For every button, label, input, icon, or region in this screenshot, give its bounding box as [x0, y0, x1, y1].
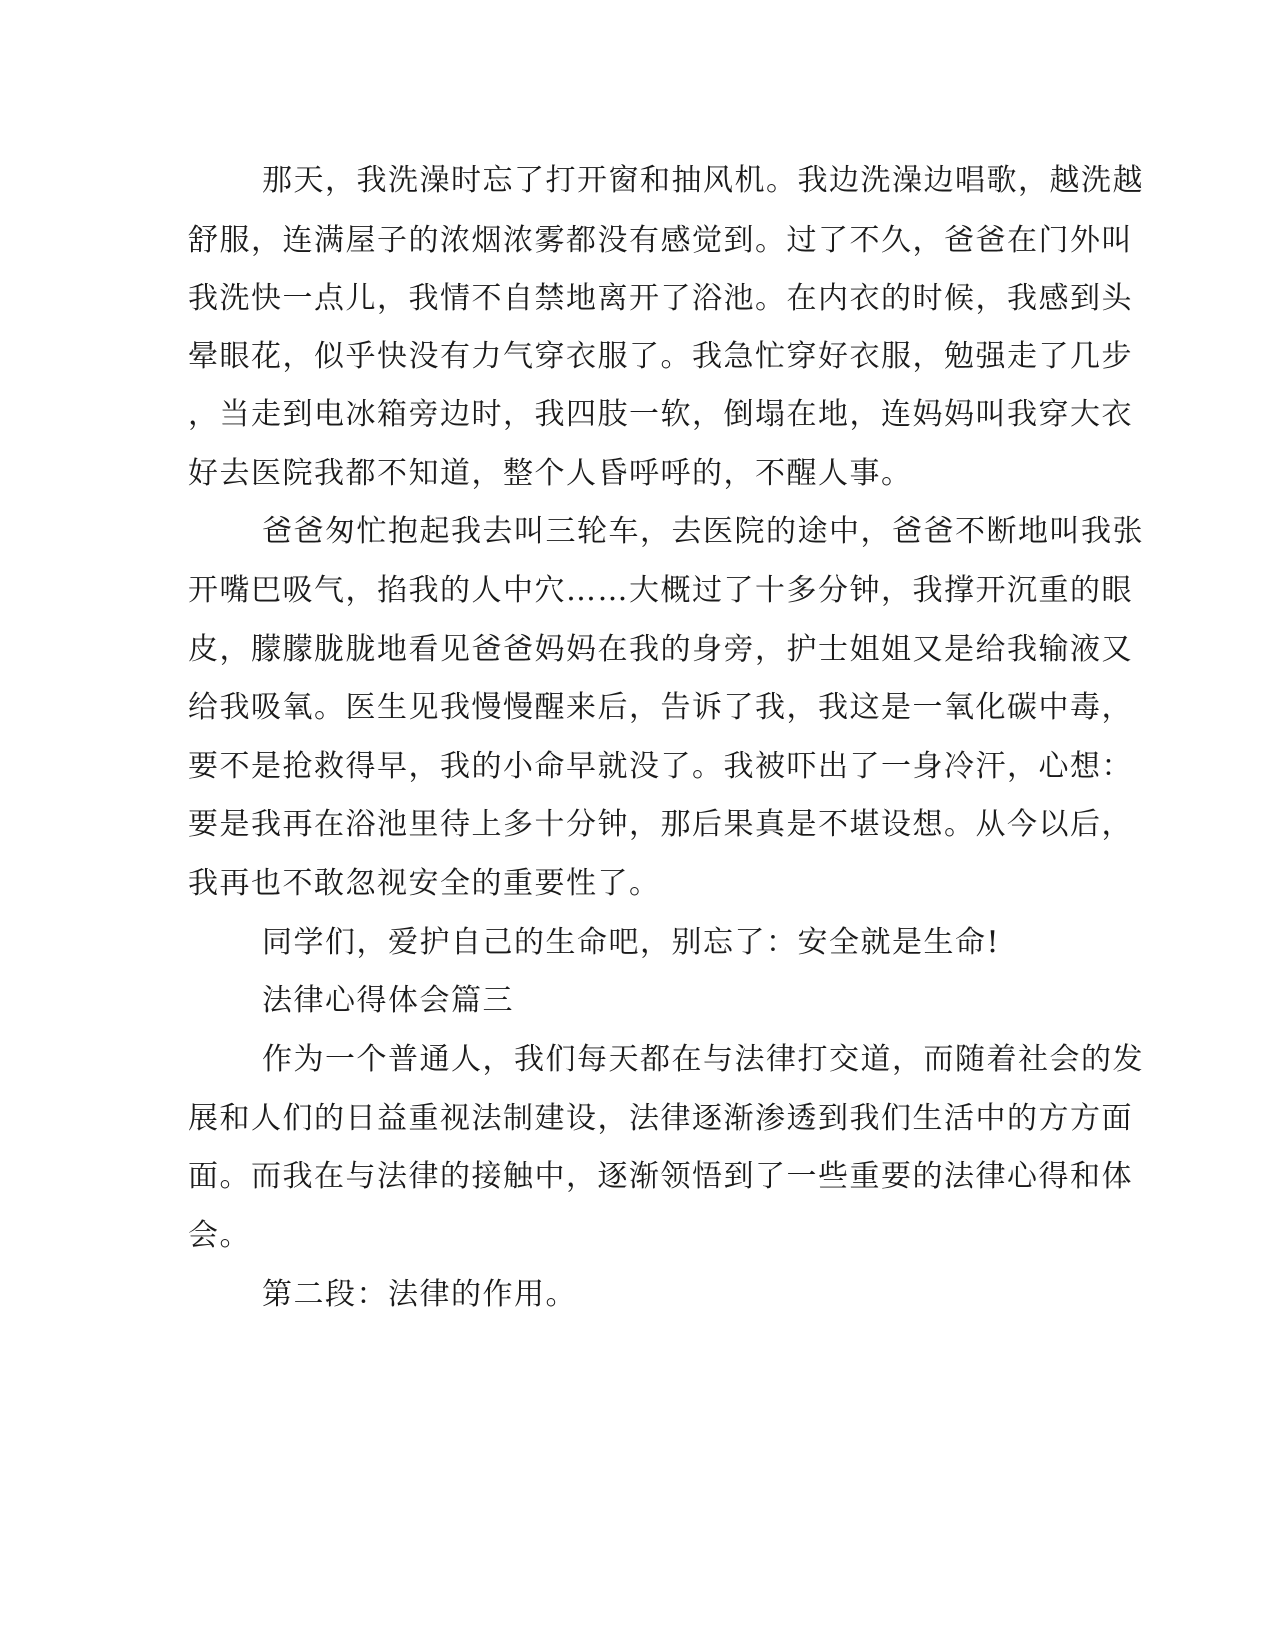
paragraph-1-line-6: 好去医院我都不知道，整个人昏呼呼的，不醒人事。 [188, 456, 913, 491]
paragraph-2-line-6: 要是我再在浴池里待上多十分钟，那后果真是不堪设想。从今以后， [188, 807, 1133, 842]
paragraph-2-line-5: 要不是抢救得早，我的小命早就没了。我被吓出了一身冷汗，心想： [188, 749, 1133, 784]
paragraph-2-line-3: 皮，朦朦胧胧地看见爸爸妈妈在我的身旁，护士姐姐又是给我输液又 [188, 632, 1133, 667]
paragraph-1-line-5: ，当走到电冰箱旁边时，我四肢一软，倒塌在地，连妈妈叫我穿大衣 [188, 397, 1133, 432]
paragraph-2-line-7: 我再也不敢忽视安全的重要性了。 [188, 866, 661, 901]
paragraph-4-line-1: 作为一个普通人，我们每天都在与法律打交道，而随着社会的发 [262, 1042, 1144, 1077]
paragraph-1-line-3: 我洗快一点儿，我情不自禁地离开了浴池。在内衣的时候，我感到头 [188, 281, 1133, 316]
paragraph-4-line-3: 面。而我在与法律的接触中，逐渐领悟到了一些重要的法律心得和体 [188, 1159, 1133, 1194]
paragraph-1-line-1: 那天，我洗澡时忘了打开窗和抽风机。我边洗澡边唱歌，越洗越 [262, 163, 1144, 198]
paragraph-1-line-4: 晕眼花，似乎快没有力气穿衣服了。我急忙穿好衣服，勉强走了几步 [188, 339, 1133, 374]
paragraph-4-line-2: 展和人们的日益重视法制建设，法律逐渐渗透到我们生活中的方方面 [188, 1101, 1133, 1136]
paragraph-5-line-1: 第二段：法律的作用。 [262, 1277, 577, 1312]
paragraph-4-line-4: 会。 [188, 1218, 251, 1253]
paragraph-2-line-1: 爸爸匆忙抱起我去叫三轮车，去医院的途中，爸爸不断地叫我张 [262, 514, 1144, 549]
paragraph-2-line-4: 给我吸氧。医生见我慢慢醒来后，告诉了我，我这是一氧化碳中毒， [188, 690, 1133, 725]
paragraph-3-line-1: 同学们，爱护自己的生命吧，别忘了：安全就是生命! [262, 925, 1001, 960]
paragraph-1-line-2: 舒服，连满屋子的浓烟浓雾都没有感觉到。过了不久，爸爸在门外叫 [188, 223, 1133, 258]
paragraph-2-line-2: 开嘴巴吸气，掐我的人中穴……大概过了十多分钟，我撑开沉重的眼 [188, 573, 1133, 608]
section-heading: 法律心得体会篇三 [262, 983, 514, 1018]
